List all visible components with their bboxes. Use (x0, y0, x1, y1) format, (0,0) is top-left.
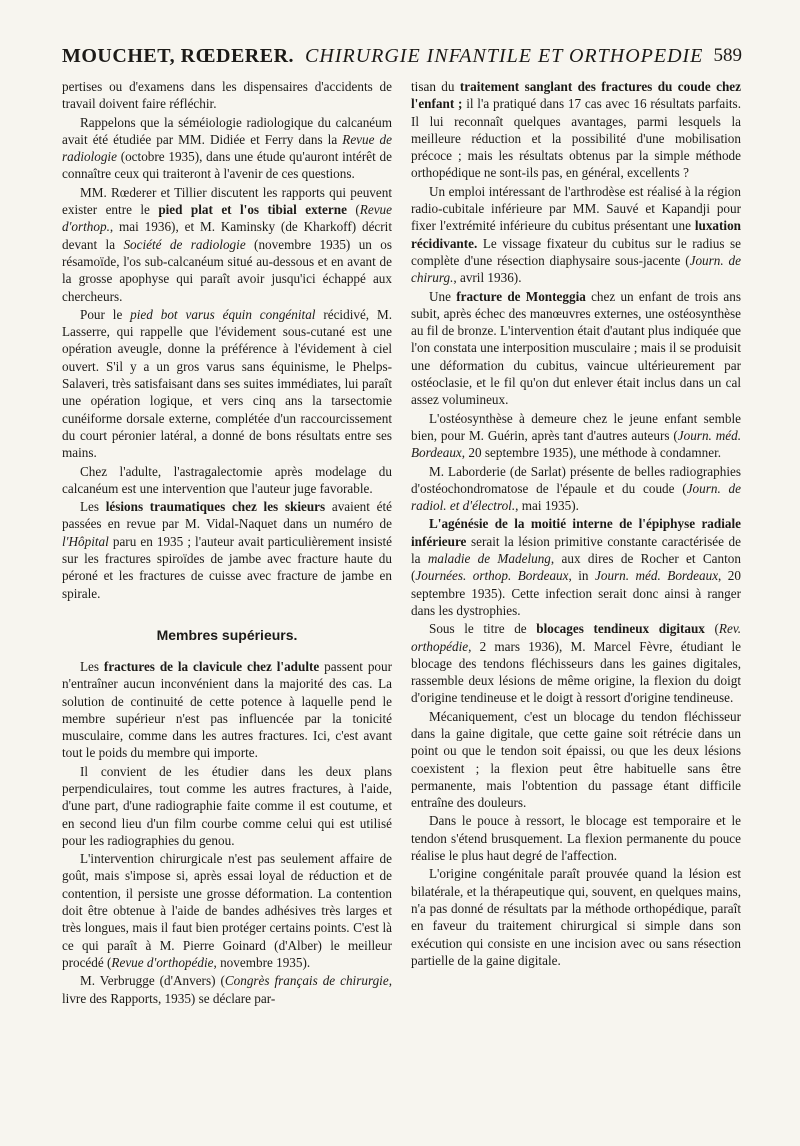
text: récidivé, M. Lasserre, qui rappelle que l'évidement sous-cutané est une opération aveugle, donne la préférence à l'évidement à ciel ouvert. S'il y a un gros varus sans équinisme, le Phelps-Salaveri, très satisfaisant dans ses suites immédiates, lui paraît une opération logique, et vers cinq ans la tarsectomie cunéiforme dorsale externe, complétée d'un raccourcissement du court péronier latéral, a donné de bons résultats entre ses mains. (62, 306, 392, 461)
paragraph (62, 78, 392, 113)
text: L'intervention chirurgicale n'est pas seulement affaire de goût, mais s'impose si, après essai loyal de réduction et de contention, il persiste une grosse déformation. La contention doit être obtenue à l'aide de bandes adhésives très larges et très longues, mais il faut bien protéger certains points. C'est là ce qui paraît à M. Pierre Goinard (d'Alber) le meilleur procédé ( (62, 851, 392, 970)
running-head (62, 40, 742, 72)
journal-reference: Journ. méd. Bordeaux (411, 427, 741, 461)
text: (octobre 1935), dans une étude qu'auront intérêt de connaître ceux qui traiteront à l'avenir de ces questions. (62, 149, 392, 182)
bold-term: L'agénésie de la moitié interne de l'épiphyse radiale inférieure (411, 516, 741, 549)
text: , mai 1936), et M. Kaminsky (de Kharkoff) décrit devant la (62, 219, 392, 252)
text: Les (80, 499, 106, 515)
paragraph (411, 288, 741, 409)
running-head-title: CHIRURGIE INFANTILE ET ORTHOPEDIE (305, 45, 704, 67)
text: , 20 septembre 1935), une méthode à condamner. (461, 445, 722, 461)
paragraph (411, 515, 741, 619)
bold-term: blocages tendineux digitaux (536, 621, 705, 637)
text: ( (704, 621, 719, 637)
page-number: 589 (713, 45, 742, 66)
text: paru en 1935 ; l'auteur avait particulièrement insisté sur les fractures spiroïdes de jambe avec fracture haute du péroné et les fractures de cuisse avec fracture de jambe en spirale. (62, 533, 392, 601)
text: Mécaniquement, c'est un blocage du tendon fléchisseur dans la gaine digitale, que cette gaine soit rétrécie dans un point ou que le tendon soit épaissi, ou que les deux lésions coexistent ; la flexion peut être habituelle sans être permanente, mais l'obtention du passage étant difficile entraîne des douleurs. (411, 708, 741, 811)
paragraph (62, 306, 392, 462)
text: , 20 septembre 1935). Cette infection serait donc ainsi à ranger dans les dystrophies. (411, 568, 741, 618)
text: ( (346, 202, 360, 218)
text: Sous le titre de (429, 621, 537, 637)
text: Il convient de les étudier dans les deux plans perpendiculaires, tout comme les autres fractures, à l'aide, d'une part, d'une radiographie faite comme il est coutume, et en second lieu d'un film courbe comme celui qui est utilisé pour les radiographies du genou. (62, 763, 392, 848)
paragraph (411, 463, 741, 515)
paragraph (411, 183, 741, 287)
text: Pour le (80, 306, 131, 322)
journal-reference: Journ. de radiol. et d'électrol. (411, 480, 742, 514)
text: serait la lésion primitive constante caractérisée de la (411, 533, 741, 567)
paragraph (411, 812, 741, 864)
paragraph (62, 972, 392, 1007)
text: tisan du (411, 79, 460, 94)
text: , livre des Rapports, 1935) se déclare par- (62, 973, 392, 1006)
paragraph (62, 763, 392, 849)
text: , in (568, 568, 595, 584)
text: , aux dires de Rocher et Canton ( (411, 551, 741, 584)
journal-reference: Revue d'orthop. (62, 202, 392, 235)
journal-reference: Revue d'orthopédie (111, 954, 214, 970)
bold-term: pied plat et l'os tibial externe (158, 202, 347, 218)
text: M. Laborderie (de Sarlat) présente de belles radiographies d'ostéochondromatose de l'épaule et du coude ( (411, 463, 741, 496)
bold-term: fracture de Monteggia (456, 288, 586, 304)
paragraph (62, 850, 392, 971)
text: , novembre 1935). (213, 954, 311, 970)
paragraph (411, 78, 741, 182)
bold-term: fractures de la clavicule chez l'adulte (103, 658, 320, 674)
text: (novembre 1935) un os résamoïde, l'os sub-calcanéum situé au-dessous et en avant de la grosse apophyse qui paraît avoir jusqu'ici échappé aux chercheurs. (62, 236, 392, 304)
left-column (62, 78, 392, 1007)
journal-reference: Rev. orthopédie (411, 621, 741, 654)
text: Les (80, 658, 104, 674)
text: Le vissage fixateur du cubitus sur le radius se complète d'une résection diaphysaire sous-jacente ( (411, 235, 741, 268)
text: , mai 1935). (515, 498, 579, 514)
text: passent pour n'entraîner aucun inconvénient dans la majorité des cas. La solution de continuité de cette potence à laquelle pend le membre supérieur n'est pas influencée par la tonicité musculaire, comme dans les autres fractures. Ici, c'est avant tout le poids du membre qui importe. (62, 658, 392, 761)
journal-reference: l'Hôpital (62, 533, 109, 549)
text: Une (429, 288, 457, 304)
text: il l'a pratiqué dans 17 cas avec 16 résultats parfaits. Il lui reconnaît quelques avantages, parmi lesquels la meilleure réduction et la possibilité d'une mobilisation précoce ; mais les résultats obtenus par la simple méthode orthopédique ne sont-ils pas, en général, excellents ? (411, 96, 741, 181)
journal-reference: Congrès français de chirurgie (224, 973, 389, 989)
paragraph (411, 620, 741, 706)
text: Chez l'adulte, l'astragalectomie après modelage du calcanéum est une intervention que l'auteur juge favorable. (62, 463, 392, 496)
text: L'ostéosynthèse à demeure chez le jeune enfant semble bien, pour M. Guérin, après tant d'autres auteurs ( (411, 410, 741, 443)
paragraph (411, 865, 741, 969)
italic-term: pied bot varus équin congénital (130, 306, 316, 322)
paragraph (62, 463, 392, 498)
section-heading: Membres supérieurs. (156, 626, 298, 643)
paragraph (62, 498, 392, 602)
paragraph (62, 184, 392, 305)
text: M. Verbrugge (d'Anvers) ( (80, 973, 225, 989)
paragraph (411, 708, 741, 812)
text: Dans le pouce à ressort, le blocage est temporaire et le tendon s'étend brusquement. La flexion permanente du pouce réalise le plus haut degré de l'affection. (411, 813, 741, 864)
right-column (411, 78, 741, 969)
text: Rappelons que la séméiologie radiologique du calcanéum avait été étudiée par MM. Didiée et Ferry dans la (62, 114, 392, 147)
journal-reference: Journées. orthop. Bordeaux (415, 568, 569, 584)
journal-reference: Revue de radiologie (62, 131, 392, 165)
bold-term: luxation récidivante. (411, 218, 741, 251)
text: L'origine congénitale paraît prouvée quand la lésion est bilatérale, et la thérapeutique qui, souvent, en quelques mains, n'a pas donné de résultats par la méthode orthopédique, paraît en faveur du traitement chirurgical si simple dans son exécution qui consiste en une incision avec ou sans résection partielle de la gaine digitale. (411, 866, 741, 968)
text: , 2 mars 1936), M. Marcel Fèvre, étudiant le blocage des tendons fléchisseurs dans les gaines digitales, rassemble deux lésions de même origine, la flexion du doigt d'origine tendineuse et le doigt à ressort d'origine tendineuse. (411, 638, 741, 706)
paragraph (62, 658, 392, 762)
journal-reference: Société de radiologie (123, 236, 246, 252)
italic-term: maladie de Madelung (427, 551, 551, 567)
running-head-authors: MOUCHET, RŒDERER. (62, 45, 295, 67)
text: MM. Rœderer et Tillier discutent les rapports qui peuvent exister entre le (62, 184, 392, 218)
text: , avril 1936). (453, 270, 522, 286)
paragraph (411, 410, 741, 462)
text: Un emploi intéressant de l'arthrodèse est réalisé à la région radio-cubitale inférieure par MM. Sauvé et Kapandji pour fixer l'extrémité inférieure du cubitus présentant une (411, 183, 741, 234)
journal-reference: Journ. de chirurg. (411, 252, 741, 286)
text: avaient été passées en revue par M. Vidal-Naquet dans un numéro de (62, 499, 392, 532)
text: pertises ou d'examens dans les dispensaires d'accidents de travail doivent faire réfléchir. (62, 79, 392, 112)
journal-reference: Journ. méd. Bordeaux (595, 568, 719, 584)
bold-term: traitement sanglant des fractures du coude chez l'enfant ; (411, 79, 741, 112)
text: chez un enfant de trois ans subit, après échec des manœuvres externes, une ostéosynthèse au fil de bronze. L'intervention était d'autant plus indiquée que l'on constata une interposition musculaire ; mais il se produisit une déformation du cubitus, vaincue ultérieurement par ostéoclasie, et le fil qu'on dut enlever était inclus dans un cal assez volumineux. (411, 288, 741, 408)
bold-term: lésions traumatiques chez les skieurs (105, 499, 326, 515)
paragraph (62, 114, 392, 183)
